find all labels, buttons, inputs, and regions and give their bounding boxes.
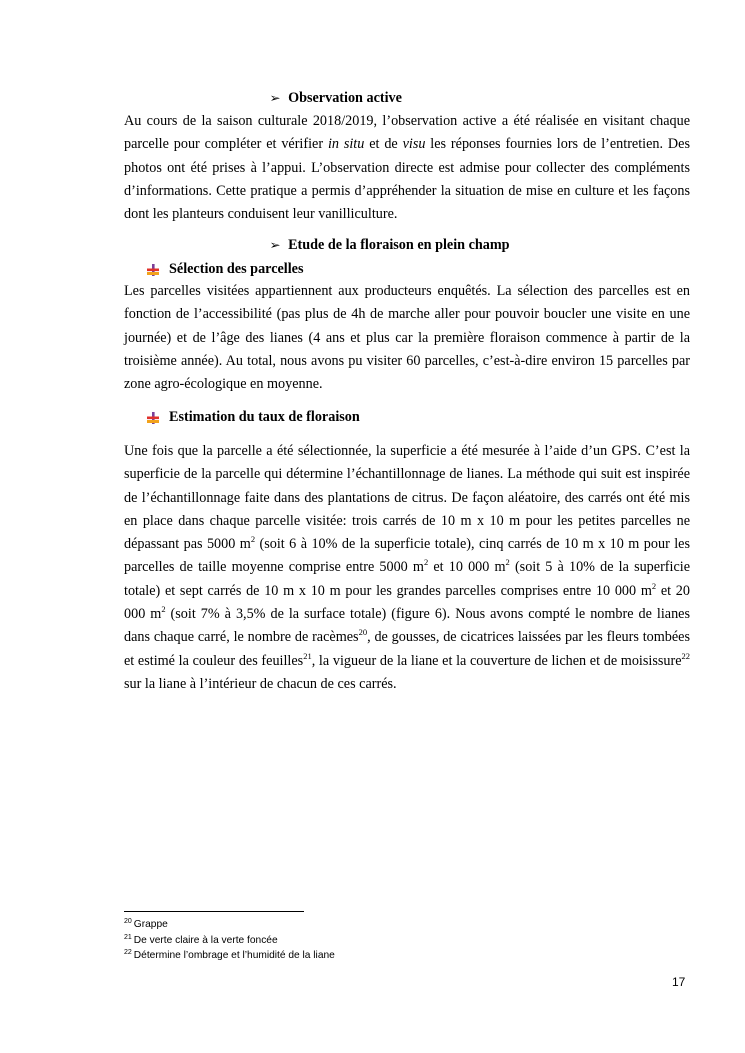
footnote-number: 21 xyxy=(124,933,132,941)
arrow-bullet-icon: ➢ xyxy=(269,238,281,252)
cross-bullet-icon xyxy=(147,264,159,276)
text-run: et 10 000 m xyxy=(428,559,506,576)
text-run: Au cours de la saison culturale 2018/2019, l’observation active a été réalisée en visitant chaque parcelle pour compléter et vérifier xyxy=(124,113,690,153)
text-run: Une fois que la parcelle a été sélectionnée, la superficie a été mesurée à l’aide d’un GPS. C’est la superficie de la parcelle qui détermine l’échantillonnage de lianes. La méthode qui suit est inspirée de l’échantillonnage faite dans des plantations de citrus. De façon aléatoire, des carrés ont été mis en place dans chaque parcelle visitée: trois carrés de 10 m x 10 m pour les petites parcelles ne dépassant pas 5000 m xyxy=(124,443,690,553)
heading-text: Sélection des parcelles xyxy=(169,261,304,277)
italic-visu: visu xyxy=(402,136,426,153)
heading-text: Etude de la floraison en plein champ xyxy=(288,237,510,253)
paragraph-selection: Les parcelles visitées appartiennent aux producteurs enquêtés. La sélection des parcelles est en fonction de l’accessibilité (pas plus de 4h de marche aller pour pouvoir boucler une visite en une journée) et de l’âge des lianes (4 ans et plus car la première floraison commence à partir de la troisième année). Au total, nous avons pu visiter 60 parcelles, c’est-à-dire environ 15 parcelles par zone agro-écologique en moyenne. xyxy=(124,283,690,393)
superscript: 2 xyxy=(505,557,510,568)
superscript: 2 xyxy=(651,580,657,591)
heading-floraison xyxy=(270,235,510,255)
heading-estimation-floraison xyxy=(147,407,360,427)
heading-observation-active xyxy=(270,88,402,108)
paragraph-estimation xyxy=(124,440,690,696)
cross-bullet-icon xyxy=(147,412,159,424)
page-number: 17 xyxy=(672,975,686,989)
footnote-text: Grappe xyxy=(133,919,168,930)
text-run: , la vigueur de la liane et la couverture de lichen et de moisissure xyxy=(311,652,682,669)
footnote-ref-21[interactable]: 21 xyxy=(303,650,312,661)
heading-selection-parcelles xyxy=(147,259,304,279)
footnote-20 xyxy=(124,917,335,933)
text-run: et de xyxy=(364,136,403,153)
text-run: (soit 7% à 3,5% de la surface totale) (figure 6). Nous avons compté le nombre de lianes dans chaque carré, le nombre de racèmes xyxy=(124,606,690,646)
footnote-22 xyxy=(124,948,335,964)
text-run: et 20 000 m xyxy=(124,582,690,623)
footnotes xyxy=(124,917,335,964)
footnote-ref-20[interactable]: 20 xyxy=(358,627,368,638)
footnote-21 xyxy=(124,933,335,949)
italic-in-situ: in situ xyxy=(327,136,365,153)
superscript: 2 xyxy=(250,534,256,545)
heading-text: Estimation du taux de floraison xyxy=(169,409,360,425)
text-run: les réponses fournies lors de l’entretien. Des photos ont été prises à l’appui. L’observation directe est admise pour collecter des compléments d’informations. Cette pratique a permis d’appréhender la situation de mise en culture et les façons dont les planteurs conduisent leur vanilliculture. xyxy=(124,136,690,223)
text-run: (soit 5 à 10% de la superficie totale) et sept carrés de 10 m x 10 m pour les grandes parcelles comprises entre 10 000 m xyxy=(124,559,690,599)
arrow-bullet-icon: ➢ xyxy=(269,91,281,105)
text-run: sur la liane à l’intérieur de chacun de ces carrés. xyxy=(124,675,397,692)
heading-text: Observation active xyxy=(288,90,402,106)
footnote-text: Détermine l’ombrage et l’humidité de la liane xyxy=(133,950,335,961)
footnote-number: 22 xyxy=(124,949,132,956)
superscript: 2 xyxy=(161,604,166,615)
footnote-separator xyxy=(124,911,304,912)
footnote-ref-22[interactable]: 22 xyxy=(681,650,690,661)
text-run: (soit 6 à 10% de la superficie totale), cinq carrés de 10 m x 10 m pour les parcelles de taille moyenne comprise entre 5000 m xyxy=(124,536,690,576)
text-run: , de gousses, de cicatrices laissées par les fleurs tombées et estimé la couleur des feuilles xyxy=(124,629,690,669)
paragraph-observation xyxy=(124,110,690,226)
footnote-text: De verte claire à la verte foncée xyxy=(133,934,278,946)
superscript: 2 xyxy=(423,557,429,568)
footnote-number: 20 xyxy=(124,918,132,925)
